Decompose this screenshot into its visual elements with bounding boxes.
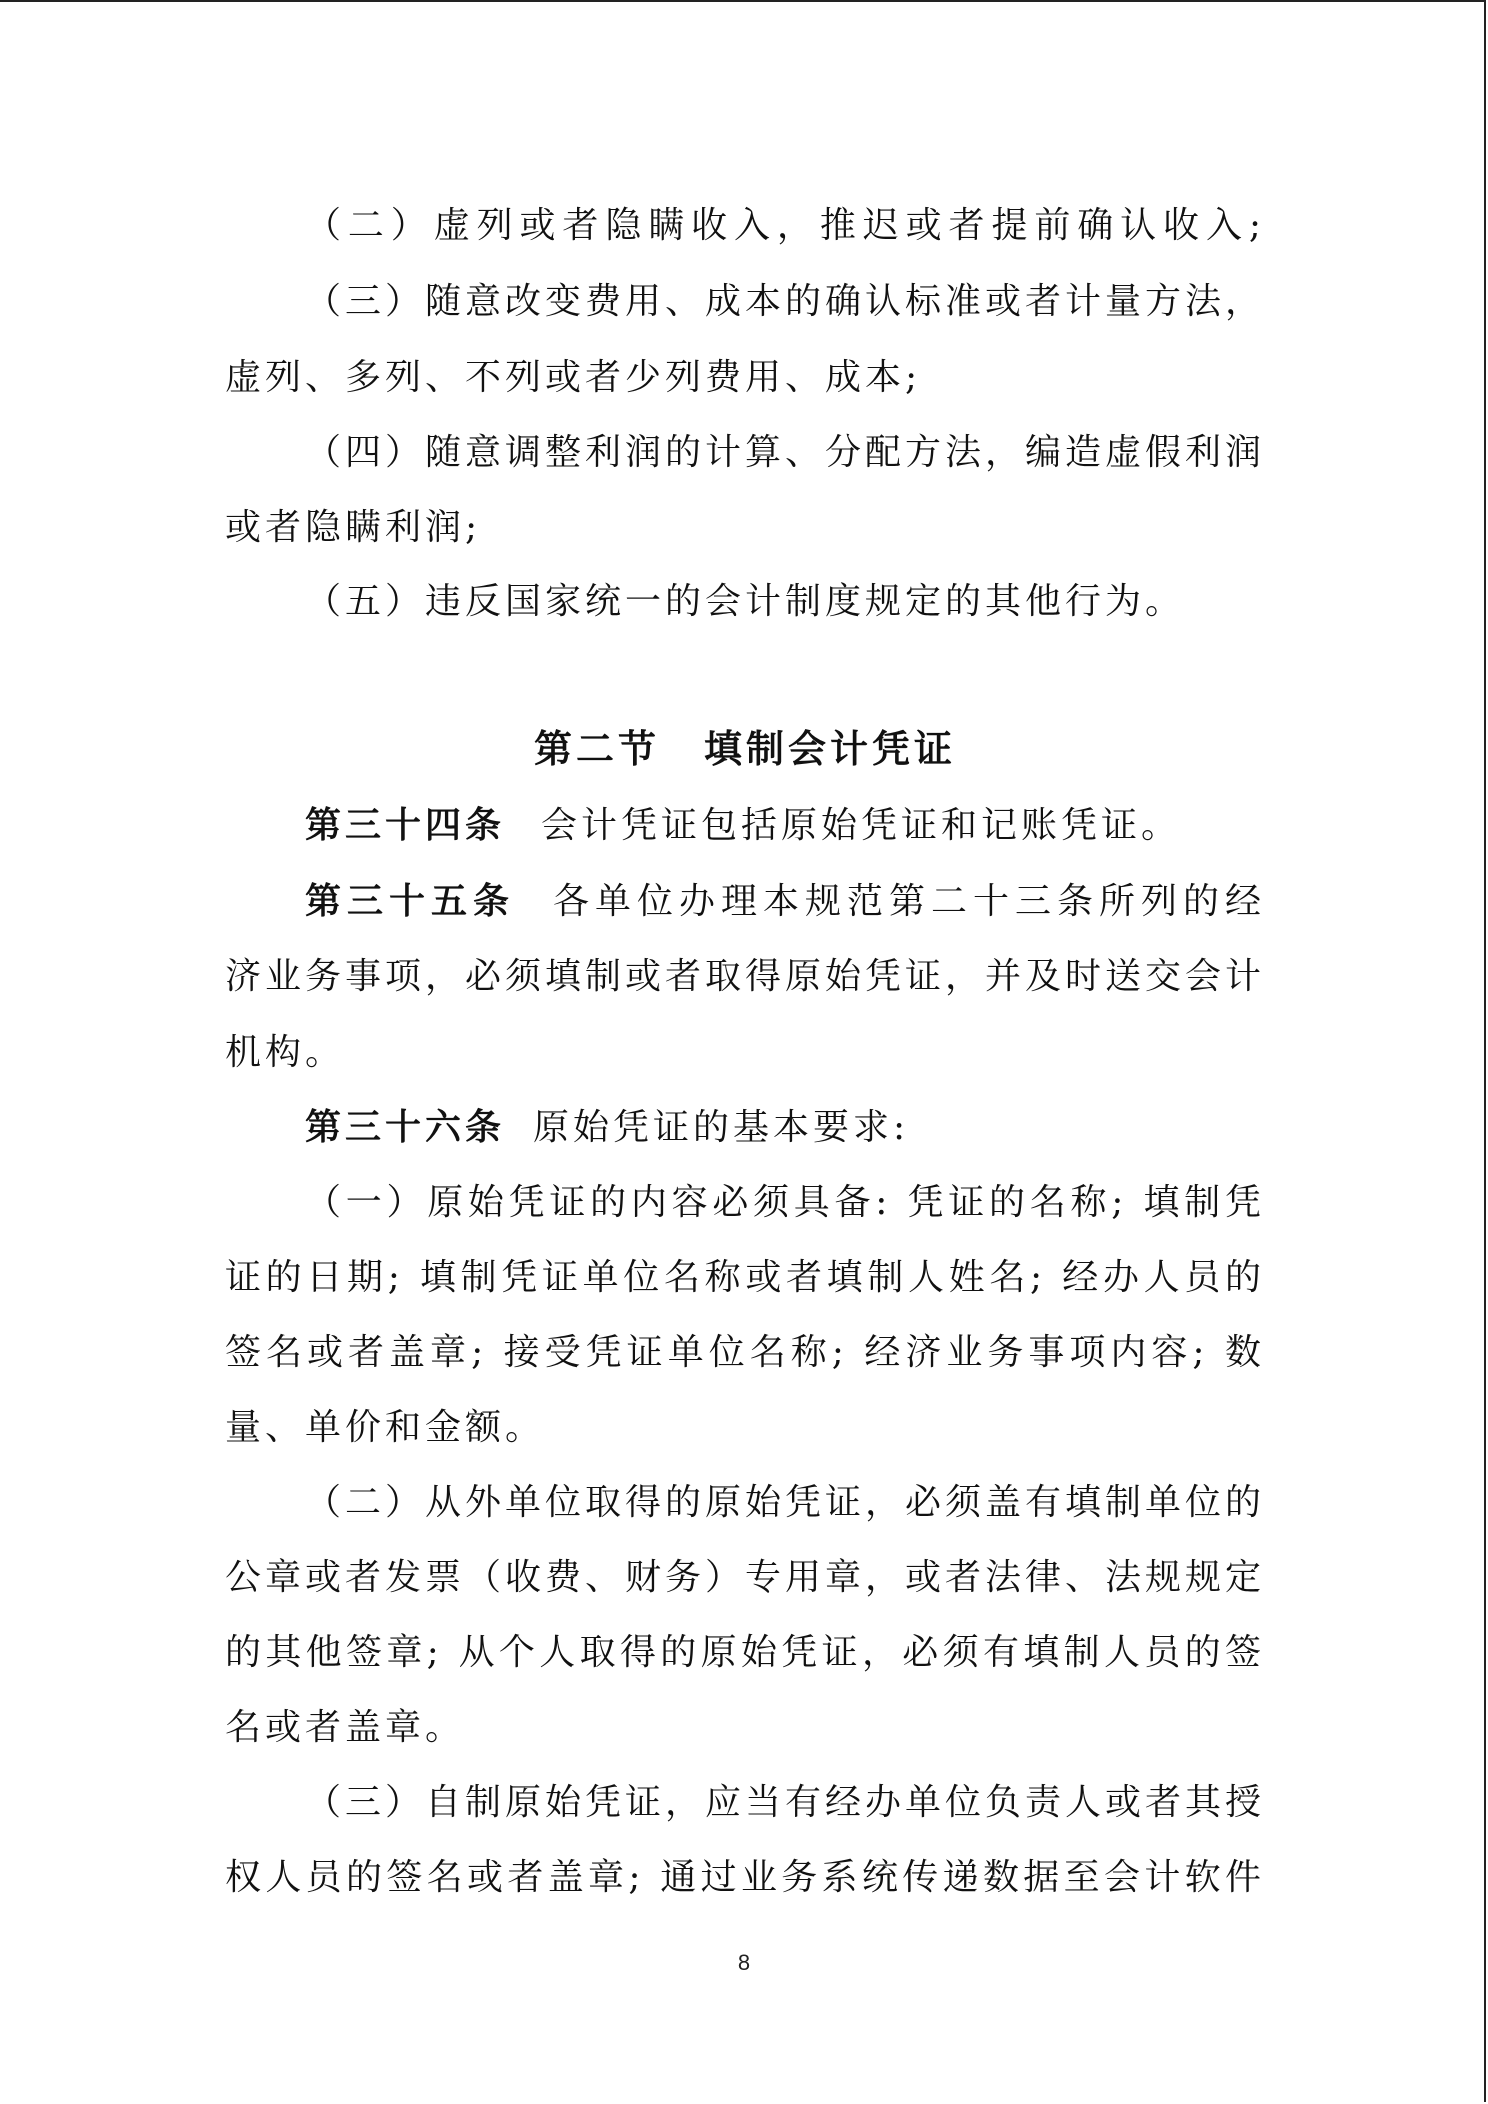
text-line: 或者隐瞒利润; — [225, 507, 482, 548]
text-line: 机构。 — [225, 1032, 346, 1073]
article-label: 第三十五条 — [305, 881, 515, 922]
article-text: 会计凭证包括原始凭证和记账凭证。 — [541, 805, 1182, 846]
text-line: 量、单价和金额。 — [225, 1407, 546, 1448]
article-36 — [305, 1106, 1265, 1150]
article-34 — [305, 804, 1265, 848]
text-line: 权人员的签名或者盖章; 通过业务系统传递数据至会计软件 — [225, 1857, 1265, 1898]
text-line: 公章或者发票（收费、财务）专用章，或者法律、法规规定 — [225, 1557, 1266, 1598]
text-line: 济业务事项，必须填制或者取得原始凭证，并及时送交会计 — [225, 956, 1266, 997]
article-35 — [305, 880, 1265, 924]
text-line: （五）违反国家统一的会计制度规定的其他行为。 — [305, 581, 1186, 622]
page-number: 8 — [737, 1950, 751, 1975]
text-line: 名或者盖章。 — [225, 1707, 466, 1748]
text-line: （四）随意调整利润的计算、分配方法，编造虚假利润 — [305, 432, 1266, 473]
text-line: （三）随意改变费用、成本的确认标准或者计量方法， — [305, 281, 1266, 322]
section-number: 第二节 — [533, 727, 660, 771]
article-label: 第三十四条 — [305, 805, 506, 846]
text-line: 虚列、多列、不列或者少列费用、成本; — [225, 357, 922, 398]
article-label: 第三十六条 — [305, 1107, 506, 1148]
section-heading — [225, 726, 1265, 772]
article-text: 各单位办理本规范第二十三条所列的经 — [551, 881, 1265, 922]
section-title: 填制会计凭证 — [704, 727, 957, 771]
text-line: （二）虚列或者隐瞒收入，推迟或者提前确认收入; — [305, 205, 1265, 246]
text-line: 签名或者盖章; 接受凭证单位名称; 经济业务事项内容; 数 — [225, 1332, 1265, 1373]
article-text: 原始凭证的基本要求: — [533, 1107, 910, 1148]
text-line: （一）原始凭证的内容必须具备: 凭证的名称; 填制凭 — [305, 1182, 1265, 1223]
text-line: 的其他签章; 从个人取得的原始凭证，必须有填制人员的签 — [225, 1632, 1265, 1673]
text-line: （三）自制原始凭证，应当有经办单位负责人或者其授 — [305, 1782, 1266, 1823]
text-line: （二）从外单位取得的原始凭证，必须盖有填制单位的 — [305, 1482, 1266, 1523]
text-line: 证的日期; 填制凭证单位名称或者填制人姓名; 经办人员的 — [225, 1257, 1265, 1298]
